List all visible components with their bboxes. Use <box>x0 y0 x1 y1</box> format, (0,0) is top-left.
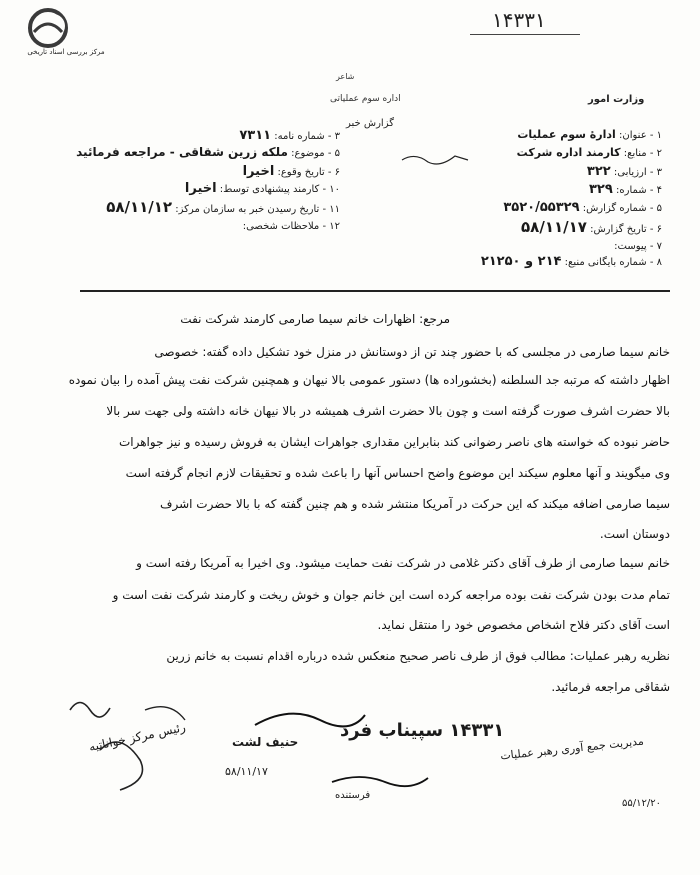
header-divider <box>80 290 670 292</box>
meta-right-row: ۵ - شماره گزارش: ۳۵۲۰/۵۵۳۲۹ <box>503 200 662 215</box>
logo-caption: مرکز بررسی اسناد تاریخی <box>27 48 105 56</box>
meta-left-row: ۵ - موضوع: ملکه زرین شقاقی - مراجعه فرمائید <box>76 145 340 159</box>
meta-left-row: ۳ - شماره نامه: ۷۳۱۱ <box>239 128 340 143</box>
number-underline <box>470 34 580 35</box>
handwritten-scribble-icon <box>60 690 200 800</box>
subject-line: مرجع: اظهارات خانم سیما صارمی کارمند شرکت نفت <box>180 312 450 326</box>
left-signature: رئیس مرکز خواناتیه <box>87 719 187 755</box>
meta-right-row: ۸ - شماره بایگانی منبع: ۲۱۴ و ۲۱۲۵۰ <box>480 254 662 269</box>
archive-logo <box>6 8 116 58</box>
meta-right-row: ۲ - منابع: کارمند اداره شرکت <box>516 146 662 159</box>
meta-left-row: ۱۱ - تاریخ رسیدن خبر به سازمان مرکز: ۵۸/۱۱/۱۲ <box>106 198 340 216</box>
closing-line: نظریه رهبر عملیات: مطالب فوق از طرف ناصر صحیح منعکس شده درباره اقدام نسبت به خانم زرین <box>166 649 670 663</box>
report-title: گزارش خبر <box>346 118 394 129</box>
body-line: بالا حضرت اشرف صورت گرفته است و چون بالا حضرت اشرف همیشه در بالا نیهان خانه داشته ولی جهت سر بالا <box>106 404 670 418</box>
signature-stroke-icon <box>250 705 370 735</box>
bottom-right-signature: مدیریت جمع آوری رهبر عملیات <box>499 734 645 763</box>
meta-left-row: ۶ - تاریخ وقوع: اخیرا <box>242 164 340 179</box>
meta-left-row: ۱۲ - ملاحظات شخصی: <box>242 221 340 232</box>
document-number: ۱۴۳۳۱ <box>492 8 546 32</box>
header-small-center: اداره سوم عملیاتی <box>330 94 401 104</box>
signer-date: ۵۸/۱۱/۱۷ <box>225 765 268 778</box>
main-stamp-signature: ۱۴۳۳۱ سپیناب فرد <box>340 720 505 741</box>
body-line: اظهار داشته که مرتبه جد السلطنه (بخشوراده ها) دستور عمومی بالا نیهان و همچنین شرکت نفت پیش آمده را بیان نموده <box>68 373 670 387</box>
meta-left-row: ۱۰ - کارمند پیشنهادی توسط: اخیرا <box>184 181 340 196</box>
meta-right-row: ۷ - پیوست: <box>614 241 662 252</box>
crescent-logo-icon <box>26 8 72 48</box>
body-line: تمام مدت بودن شرکت نفت بوده مراجعه کرده است این خانم جوان و خوش ریخت و کارمند شرکت نفت است و <box>112 588 670 602</box>
signer-name: حنیف لشت <box>232 735 299 749</box>
meta-right-row: ۳ - ارزیابی: ۳۲۲ <box>586 164 662 179</box>
meta-right-row: ۴ - شماره: ۳۲۹ <box>589 182 662 197</box>
body-line: دوستان است. <box>599 527 670 541</box>
body-line: سیما صارمی اضافه میکند که این حرکت در آمریکا منتشر شده و هم چنین گفته که با بالا حضرت اشرف <box>160 497 670 511</box>
body-line: خانم سیما صارمی از طرف آقای دکتر غلامی در شرکت نفت حمایت میشود. وی اخیرا به آمریکا رفته است و <box>136 556 670 570</box>
body-line: وی میگویند و آنها معلوم سیکند این موضوع واضح احساس آنها را باعث شده و تحقیقات لازم انجام گرفته است <box>125 466 670 480</box>
meta-right-row: ۶ - تاریخ گزارش: ۵۸/۱۱/۱۷ <box>521 218 662 236</box>
bottom-left-number: ۵۵/۱۲/۲۰ <box>622 798 661 809</box>
handwritten-mark-icon <box>400 150 470 170</box>
body-line: حاضر نبوده که خواسته های ناصر رضوانی کند بنابراین مقداری جواهرات ایشان به فروش رسیده و نیز جواهرات <box>118 435 670 449</box>
signature-stroke-icon <box>330 770 430 790</box>
bottom-label: فرستنده <box>335 790 371 801</box>
header-right: وزارت امور <box>588 94 645 105</box>
body-line: است آقای دکتر فلاح اشخاص مخصوص خود را منتقل نماید. <box>377 618 670 632</box>
header-small-left: شاعر <box>336 72 355 81</box>
meta-right-row: ۱ - عنوان: ادارۀ سوم عملیات <box>517 128 662 141</box>
body-line: خانم سیما صارمی در مجلسی که با حضور چند تن از دوستانش در منزل خود تشکیل داده گفته: خصوصی <box>154 345 670 359</box>
closing-line: شقاقی مراجعه فرمائید. <box>551 680 670 694</box>
